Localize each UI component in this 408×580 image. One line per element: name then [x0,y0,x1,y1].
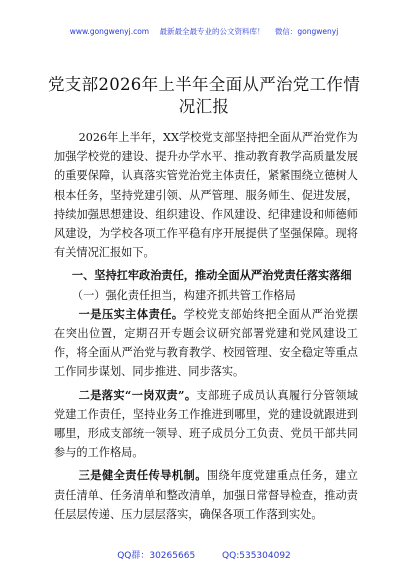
document-title: 党支部2026年上半年全面从严治党工作情况汇报 [48,75,360,116]
page-header [0,26,408,37]
subsection-heading-1: （一）强化责任担当，构建齐抓共管工作格局 [71,288,296,302]
paragraph-point-2 [54,386,358,463]
point-1-lead: 一是压实主体责任。 [78,306,184,321]
header-site-link[interactable]: www.gongwenyj.com [69,27,150,36]
point-3-lead: 三是健全责任传导机制。 [78,468,207,483]
page-footer [0,548,408,561]
point-2-text: 支部班子成员认真履行分管领域党建工作责任，坚持业务工作推进到哪里，党的建设就跟进到哪里，形成支部统一领导、班子成员分工负责、党员干部共同参与的工作格局。 [54,388,358,460]
section-heading-1: 一、坚持扛牢政治责任，推动全面从严治党责任落实落细 [71,268,352,283]
document-body [54,128,358,524]
header-slogan: 最新最全最专业的公文资料库！ [159,27,265,36]
point-1-text: 学校党支部始终把全面从严治党摆在突出位置，定期召开专题会议研究部署党建和党风建设工作，将全面从严治党与教育教学、校园管理、安全稳定等重点工作同步谋划、同步推进、同步落实。 [54,307,358,379]
paragraph-point-3 [54,466,358,524]
paragraph-intro: 2026年上半年，XX学校党支部坚持把全面从严治党作为加强学校党的建设、提升办学水平、推动教育教学高质量发展的重要保障，认真落实管党治党主体责任，紧紧围绕立德树人根本任务，坚持党建引领、从严管理、服务师生、促进发展，持续加强思想建设、组织建设、作风建设、纪律建设和师德师风建设，为学校各项工作平稳有序开展提供了坚强保障。现将有关情况汇报如下。 [54,131,358,260]
paragraph-point-1 [54,305,358,382]
point-2-lead: 二是落实“一岗双责”。 [78,387,197,402]
footer-qq-group: QQ群：30265665 [117,551,196,561]
header-wechat: 微信：gongwenyj [274,27,339,36]
point-3-text: 围绕年度党建重点任务，建立责任清单、任务清单和整改清单，加强日常督导检查，推动责任层层传递、压力层层落实，确保各项工作落到实处。 [54,469,358,521]
footer-qq: QQ:535304092 [222,551,291,561]
